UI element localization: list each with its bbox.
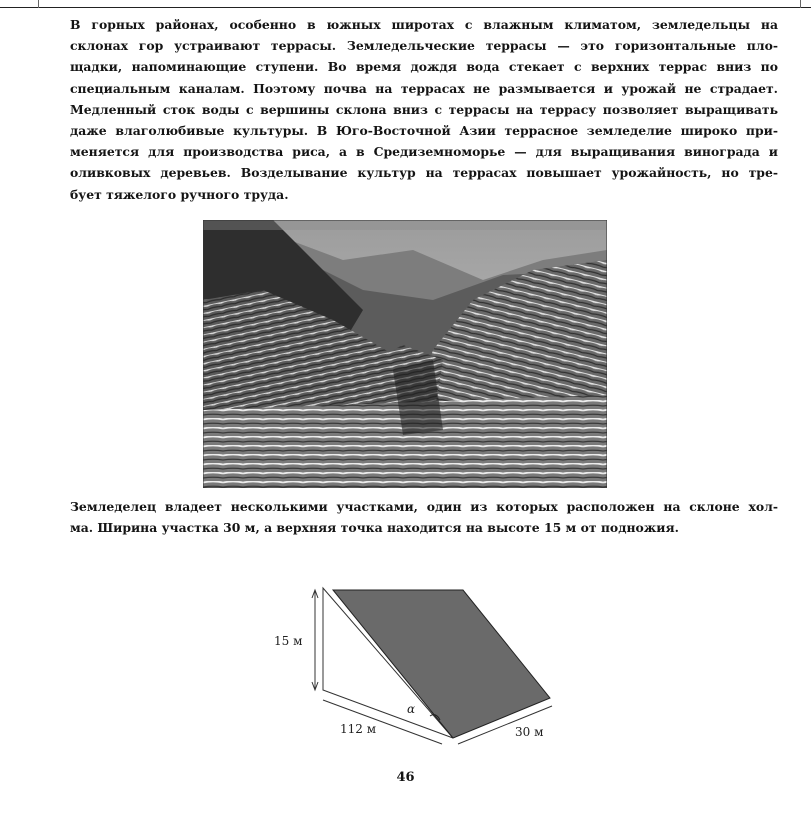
intro-line: меняется для производства риса, а в Средиземноморье — для выращивания винограда и [70,144,778,160]
intro-line: даже влаголюбивые культуры. В Юго-Восточной Азии террасное земледелие широко при- [70,123,778,139]
slope-diagram [270,578,570,748]
page-number: 46 [396,770,415,785]
intro-paragraph [70,14,778,205]
top-rule [0,0,811,8]
intro-line: Медленный сток воды с вершины склона вниз с террасы на террасу позволяет выращивать [70,101,778,117]
intro-line: склонах гор устраивают террасы. Земледельческие террасы — это горизонтальные пло- [70,38,778,54]
intro-line: щадки, напоминающие ступени. Во время дождя вода стекает с верхних террас вниз по [70,59,778,75]
height-label: 15 м [274,634,303,648]
width-label: 30 м [515,725,544,739]
base-label: 112 м [340,722,377,736]
intro-line: бует тяжелого ручного труда. [70,186,289,202]
intro-line: В горных районах, особенно в южных широтах с влажным климатом, земледельцы на [70,17,778,32]
problem-line: ма. Ширина участка 30 м, а верхняя точка находится на высоте 15 м от подножия. [70,520,679,536]
problem-paragraph [70,496,778,538]
problem-line: Земледелец владеет несколькими участками, один из которых расположен на склоне хол- [70,499,778,514]
top-rule-right-edge [800,0,801,8]
angle-label: α [407,702,416,716]
top-rule-left-edge [38,0,39,8]
intro-line: оливковых деревьев. Возделывание культур на террасах повышает урожайность, но тре- [70,165,778,181]
terraces-photo [203,220,607,488]
intro-line: специальным каналам. Поэтому почва на террасах не размывается и урожай не страдает. [70,80,778,96]
